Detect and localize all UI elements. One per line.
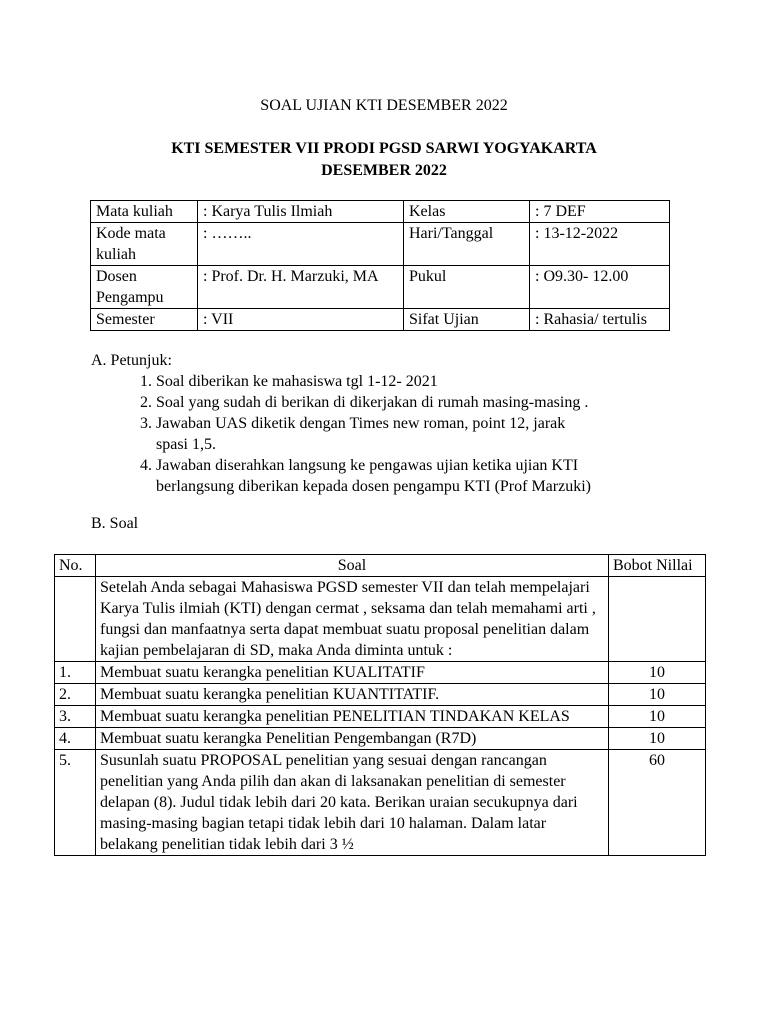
question-row xyxy=(55,662,706,684)
info-row xyxy=(91,266,670,309)
questions-header-row xyxy=(55,555,706,577)
info-value: : …….. xyxy=(198,223,404,266)
info-value: : Rahasia/ tertulis xyxy=(530,309,670,331)
instructions-heading: A. Petunjuk: xyxy=(91,352,172,369)
question-weight: 10 xyxy=(609,728,706,750)
questions-heading: B. Soal xyxy=(91,515,139,532)
instruction-number: 2. xyxy=(140,394,152,411)
question-row xyxy=(55,728,706,750)
question-text: Membuat suatu kerangka penelitian PENELITIAN TINDAKAN KELAS xyxy=(96,706,609,728)
questions-table xyxy=(54,554,706,856)
instruction-text: Soal yang sudah di berikan di dikerjakan di rumah masing-masing . xyxy=(156,394,589,411)
question-number: 1. xyxy=(55,662,96,684)
info-row xyxy=(91,309,670,331)
info-value: : O9.30- 12.00 xyxy=(530,266,670,309)
question-row xyxy=(55,706,706,728)
instruction-number: 1. xyxy=(140,373,152,390)
instruction-text: Jawaban diserahkan langsung ke pengawas ujian ketika ujian KTI berlangsung diberikan kepada dosen pengampu KTI (Prof Marzuki) xyxy=(156,457,591,495)
instruction-item xyxy=(140,392,660,413)
instruction-number: 4. xyxy=(140,457,152,474)
question-weight: 10 xyxy=(609,684,706,706)
col-header-no: No. xyxy=(55,555,96,577)
question-row xyxy=(55,577,706,662)
exam-title: SOAL UJIAN KTI DESEMBER 2022 xyxy=(260,97,508,114)
instruction-number: 3. xyxy=(140,415,152,432)
info-label: Sifat Ujian xyxy=(404,309,530,331)
info-label: Pukul xyxy=(404,266,530,309)
question-row xyxy=(55,750,706,856)
question-weight xyxy=(609,577,706,662)
question-number: 3. xyxy=(55,706,96,728)
info-table xyxy=(90,200,670,331)
instruction-item xyxy=(140,413,586,455)
instruction-text: Jawaban UAS diketik dengan Times new roman, point 12, jarak spasi 1,5. xyxy=(156,415,566,453)
instructions-list xyxy=(140,371,660,497)
question-text: Membuat suatu kerangka penelitian KUANTITATIF. xyxy=(96,684,609,706)
info-label: Kelas xyxy=(404,201,530,223)
info-value: : Prof. Dr. H. Marzuki, MA xyxy=(198,266,404,309)
info-value: : Karya Tulis Ilmiah xyxy=(198,201,404,223)
question-number xyxy=(55,577,96,662)
info-row xyxy=(91,201,670,223)
course-date: DESEMBER 2022 xyxy=(321,162,447,179)
question-number: 2. xyxy=(55,684,96,706)
question-text: Setelah Anda sebagai Mahasiswa PGSD semester VII dan telah mempelajari Karya Tulis ilmiah (KTI) dengan cermat , seksama dan telah memahami arti , fungsi dan manfaatnya serta dapat membuat suatu proposal penelitian dalam kajian pembelajaran di SD, maka Anda diminta untuk : xyxy=(96,577,609,662)
question-weight: 10 xyxy=(609,662,706,684)
info-value: : 7 DEF xyxy=(530,201,670,223)
info-label: Hari/Tanggal xyxy=(404,223,530,266)
col-header-soal: Soal xyxy=(96,555,609,577)
question-text: Membuat suatu kerangka penelitian KUALITATIF xyxy=(96,662,609,684)
instruction-item xyxy=(140,371,660,392)
question-weight: 60 xyxy=(609,750,706,856)
instruction-item xyxy=(140,455,660,497)
info-value: : VII xyxy=(198,309,404,331)
info-label: Mata kuliah xyxy=(91,201,198,223)
question-number: 5. xyxy=(55,750,96,856)
question-number: 4. xyxy=(55,728,96,750)
course-title: KTI SEMESTER VII PRODI PGSD SARWI YOGYAKARTA xyxy=(171,140,597,157)
question-text: Membuat suatu kerangka Penelitian Pengembangan (R7D) xyxy=(96,728,609,750)
info-value: : 13-12-2022 xyxy=(530,223,670,266)
question-row xyxy=(55,684,706,706)
instruction-text: Soal diberikan ke mahasiswa tgl 1-12- 2021 xyxy=(156,373,438,390)
info-label: Kode mata kuliah xyxy=(91,223,198,266)
info-label: Semester xyxy=(91,309,198,331)
info-label: Dosen Pengampu xyxy=(91,266,198,309)
col-header-bobot: Bobot Nillai xyxy=(609,555,706,577)
question-text: Susunlah suatu PROPOSAL penelitian yang sesuai dengan rancangan penelitian yang Anda pilih dan akan di laksanakan penelitian di semester delapan (8). Judul tidak lebih dari 20 kata. Berikan uraian secukupnya dari masing-masing bagian tetapi tidak lebih dari 10 halaman. Dalam latar belakang penelitian tidak lebih dari 3 ½ xyxy=(96,750,609,856)
question-weight: 10 xyxy=(609,706,706,728)
info-row xyxy=(91,223,670,266)
